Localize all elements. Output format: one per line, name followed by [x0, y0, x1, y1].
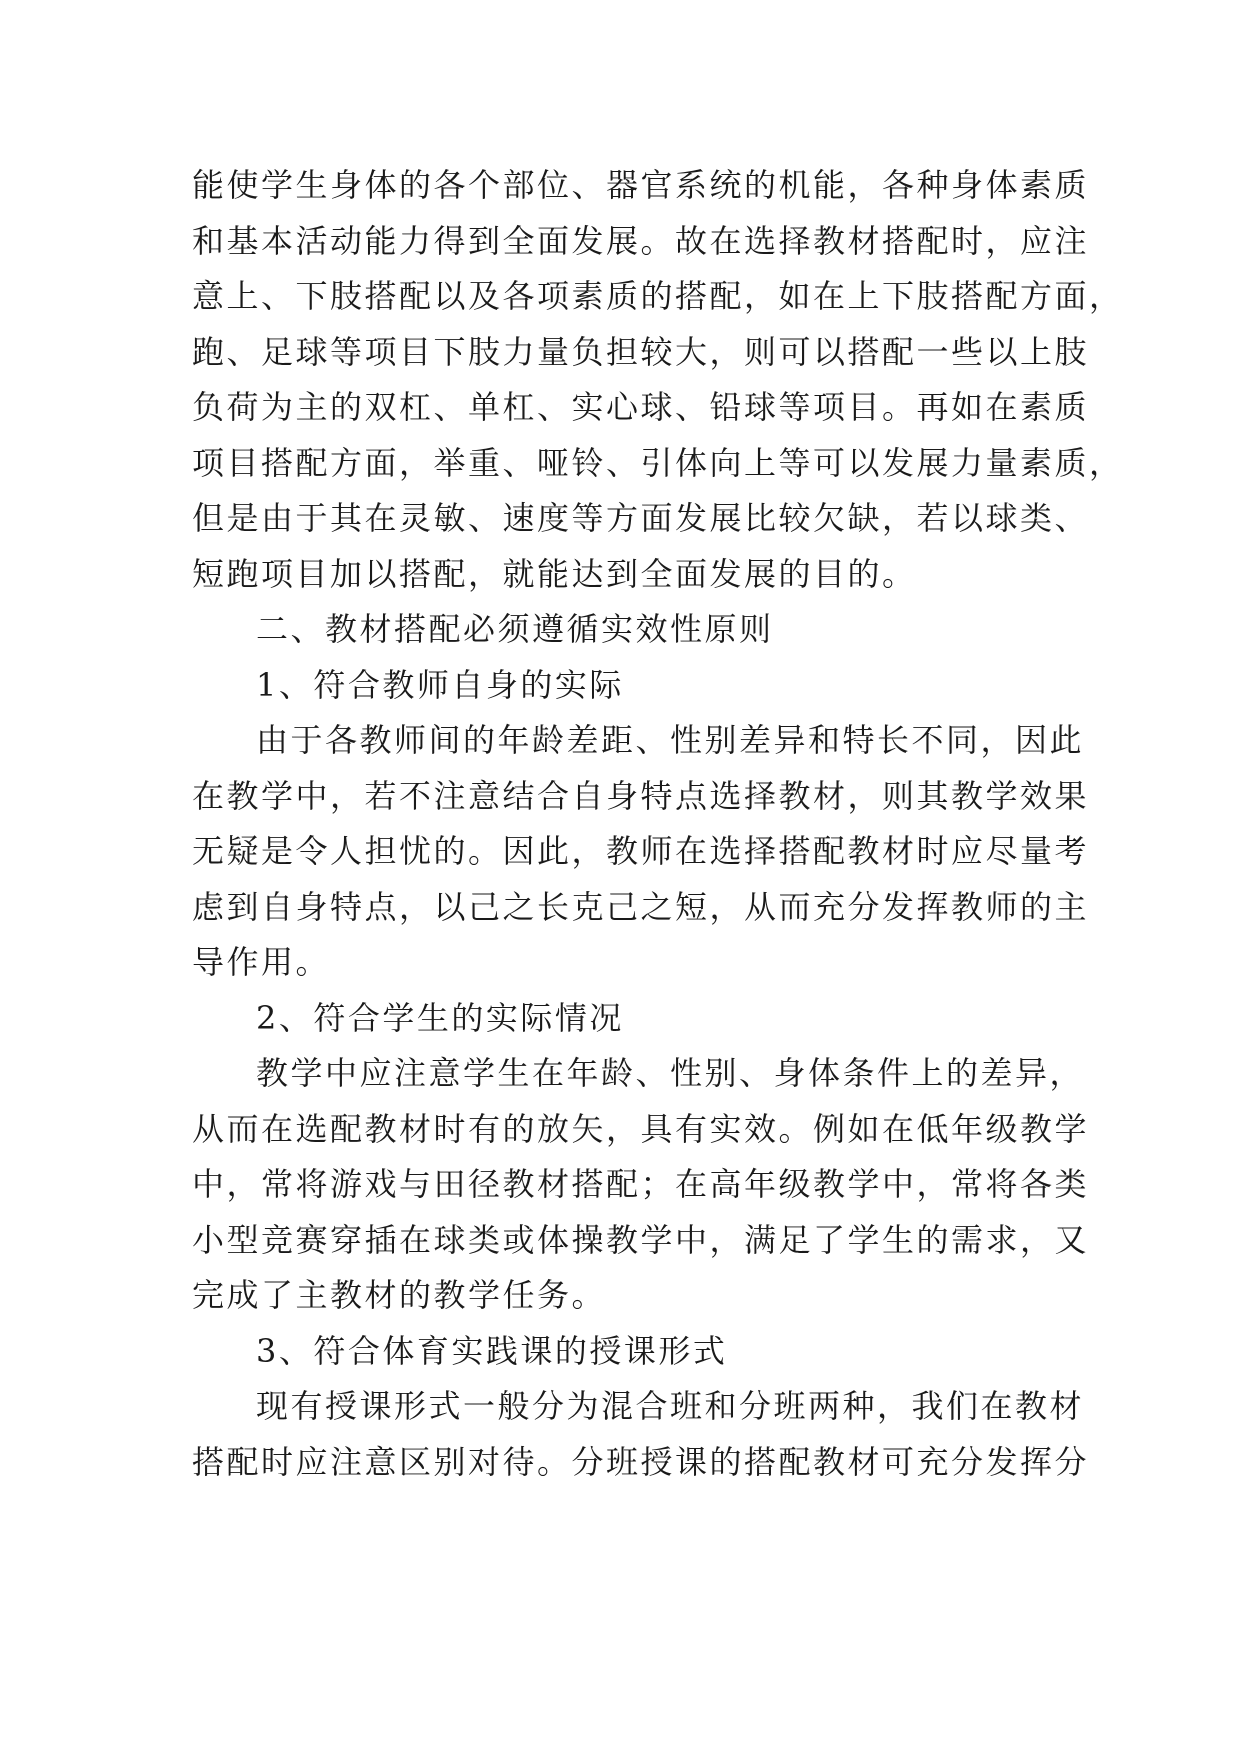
- text-line: 中，常将游戏与田径教材搭配；在高年级教学中，常将各类: [192, 1165, 1090, 1203]
- text-line: 在教学中，若不注意结合自身特点选择教材，则其教学效果: [192, 776, 1090, 815]
- text-line: 跑、足球等项目下肢力量负担较大，则可以搭配一些以上肢: [192, 332, 1090, 371]
- text-line: 无疑是令人担忧的。因此，教师在选择搭配教材时应尽量考: [192, 832, 1090, 870]
- subsection-heading: 2、符合学生的实际情况: [256, 998, 624, 1037]
- text-line: 现有授课形式一般分为混合班和分班两种，我们在教材: [256, 1387, 1085, 1425]
- text-line: 搭配时应注意区别对待。分班授课的搭配教材可充分发挥分: [192, 1442, 1090, 1481]
- body-text: [192, 158, 1124, 1490]
- text-line: 完成了主教材的教学任务。: [192, 1276, 607, 1314]
- text-line: 项目搭配方面，举重、哑铃、引体向上等可以发展力量素质，: [192, 443, 1124, 482]
- text-line: 从而在选配教材时有的放矢，具有实效。例如在低年级教学: [192, 1109, 1090, 1148]
- subsection-heading: 1、符合教师自身的实际: [256, 665, 624, 704]
- text-line: 导作用。: [192, 943, 331, 981]
- text-line: 和基本活动能力得到全面发展。故在选择教材搭配时，应注: [192, 221, 1090, 260]
- text-line: 能使学生身体的各个部位、器官系统的机能，各种身体素质: [192, 166, 1090, 204]
- subsection-heading: 3、符合体育实践课的授课形式: [256, 1331, 728, 1370]
- text-line: 小型竞赛穿插在球类或体操教学中，满足了学生的需求，又: [192, 1220, 1090, 1259]
- text-line: 负荷为主的双杠、单杠、实心球、铅球等项目。再如在素质: [192, 388, 1090, 426]
- text-line: 短跑项目加以搭配，就能达到全面发展的目的。: [192, 554, 917, 593]
- section-heading: 二、教材搭配必须遵循实效性原则: [256, 610, 774, 648]
- text-line: 意上、下肢搭配以及各项素质的搭配，如在上下肢搭配方面，: [192, 277, 1124, 315]
- text-line: 虑到自身特点，以己之长克己之短，从而充分发挥教师的主: [192, 887, 1090, 926]
- text-line: 但是由于其在灵敏、速度等方面发展比较欠缺，若以球类、: [192, 499, 1090, 537]
- text-line: 由于各教师间的年龄差距、性别差异和特长不同，因此: [256, 721, 1085, 759]
- text-line: 教学中应注意学生在年龄、性别、身体条件上的差异，: [256, 1054, 1085, 1092]
